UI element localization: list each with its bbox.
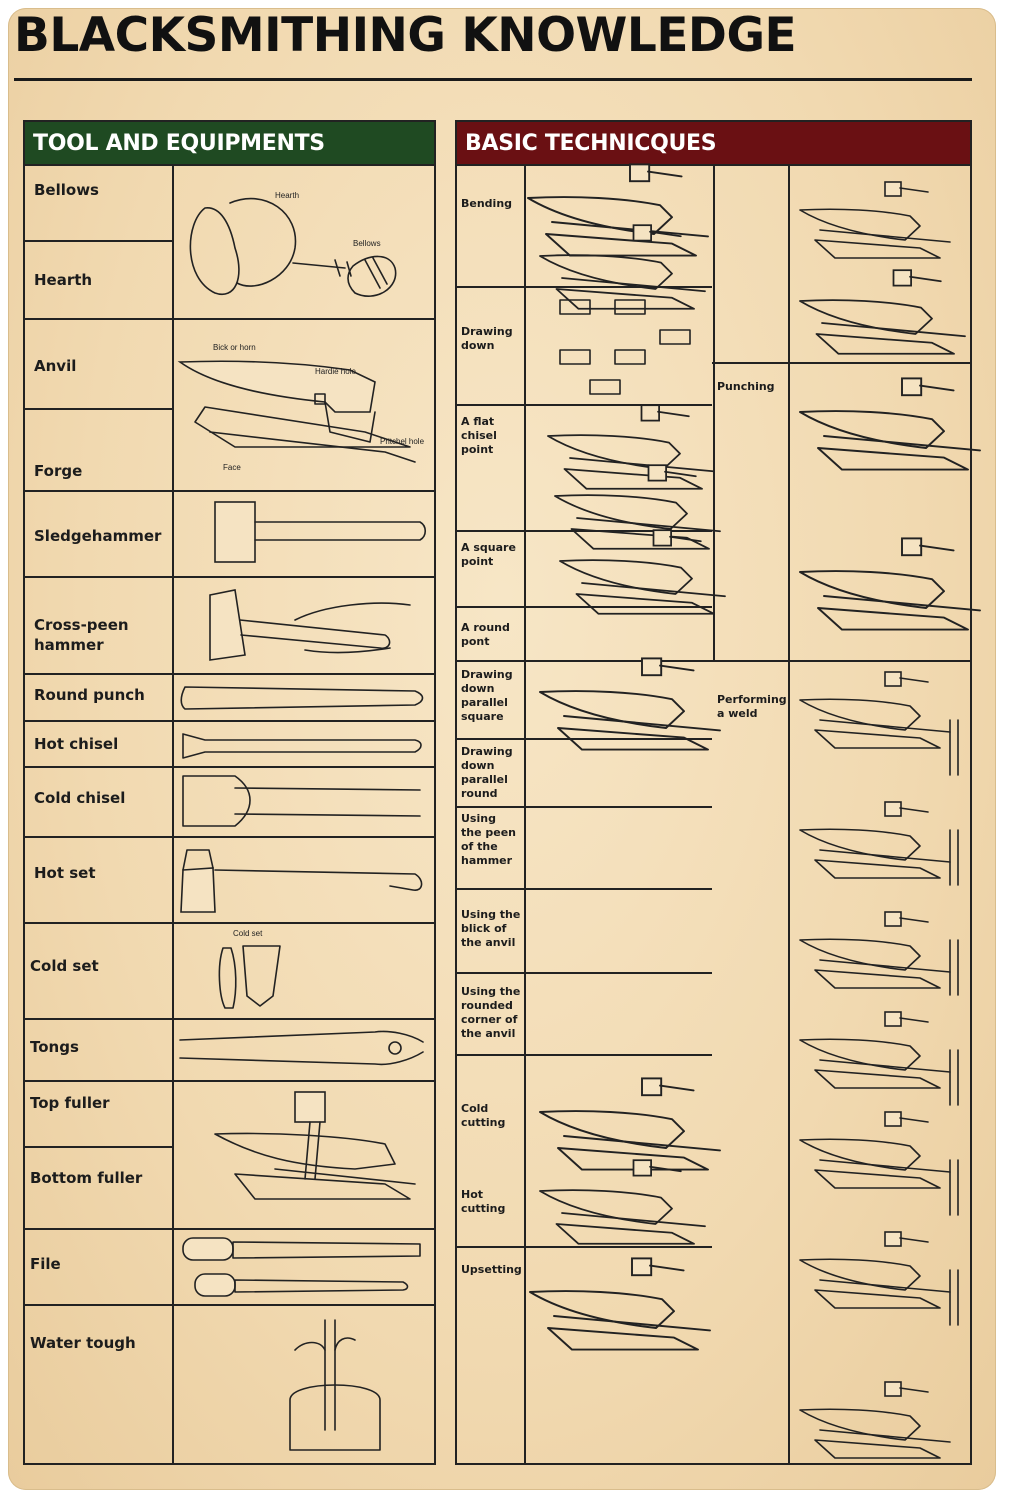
tool-label-cold-set: Cold set — [30, 957, 99, 975]
weld-rod-sketch — [950, 720, 958, 775]
tool-label-bellows: Bellows — [34, 181, 99, 199]
anvil-sketch — [800, 538, 980, 629]
tool-label-round-punch: Round punch — [34, 686, 145, 704]
anvil-sketch — [528, 164, 708, 255]
anvil-sketch — [800, 1112, 950, 1188]
anvil-sketch — [548, 405, 713, 489]
technique-label-flat-chisel-point: A flat chisel point — [461, 415, 497, 456]
technique-label-square-point: A square point — [461, 541, 516, 568]
weld-rod-sketch — [950, 830, 958, 885]
anvil-sketch — [800, 270, 965, 354]
tool-label-forge: Forge — [34, 462, 83, 480]
anvil-beak-label: Bick or horn — [213, 343, 256, 352]
weld-rod-sketch — [950, 1160, 958, 1215]
anvil-sketch — [560, 530, 725, 614]
hearth-diagram-label: Hearth — [275, 191, 300, 200]
tool-label-hearth: Hearth — [34, 271, 93, 289]
technique-label-round-pont: A round pont — [461, 621, 510, 648]
weld-rod-sketch — [950, 940, 958, 995]
anvil-handle-hole-label: Hardie hole — [315, 367, 356, 376]
tool-label-anvil: Anvil — [34, 357, 77, 375]
drawing-down-block-sketch — [560, 300, 590, 314]
tool-label-file: File — [30, 1255, 61, 1273]
tool-label-water-tough: Water tough — [30, 1334, 136, 1352]
anvil-sketch — [800, 1382, 950, 1458]
tool-label-cross-peen-hammer: Cross-peen hammer — [34, 616, 129, 654]
anvil-sketch — [800, 378, 980, 469]
drawing-down-block-sketch — [615, 300, 645, 314]
anvil-sketch — [800, 182, 950, 258]
drawing-down-block-sketch — [660, 330, 690, 344]
tool-label-cold-chisel: Cold chisel — [34, 789, 126, 807]
tool-label-bottom-fuller: Bottom fuller — [30, 1169, 143, 1187]
technique-label-cold-cutting: Cold cutting — [461, 1102, 506, 1129]
anvil-sketch — [555, 465, 720, 549]
anvil-sketch — [540, 658, 720, 749]
anvil-face-label: Face — [223, 463, 241, 472]
drawing-down-block-sketch — [615, 350, 645, 364]
technique-label-punching: Punching — [717, 380, 775, 393]
techniques-header: BASIC TECHNICQUES — [457, 122, 970, 166]
drawing-down-block-sketch — [590, 380, 620, 394]
cold-set-diagram-label: Cold set — [233, 929, 263, 938]
tool-label-sledgehammer: Sledgehammer — [34, 527, 162, 545]
anvil-sketch — [800, 802, 950, 878]
anvil-pritchel-label: Pritchel hole — [380, 437, 425, 446]
page-title: BLACKSMITHING KNOWLEDGE — [14, 8, 797, 63]
technique-label-upsetting: Upsetting — [461, 1263, 522, 1276]
tools-header: TOOL AND EQUIPMENTS — [25, 122, 434, 166]
weld-rod-sketch — [950, 1050, 958, 1105]
tool-label-hot-set: Hot set — [34, 864, 96, 882]
tool-label-tongs: Tongs — [30, 1038, 79, 1056]
technique-label-hot-cutting: Hot cutting — [461, 1188, 506, 1215]
technique-label-rounded-corner-of-anvil: Using the rounded corner of the anvil — [461, 985, 521, 1040]
technique-label-bending: Bending — [461, 197, 513, 210]
anvil-sketch — [540, 1160, 705, 1244]
weld-rod-sketch — [950, 1270, 958, 1325]
technique-label-peen-of-hammer: Using the peen of the hammer — [461, 812, 517, 867]
technique-label-drawing-down-parallel-round: Drawing down parallel round — [461, 745, 513, 800]
anvil-sketch — [800, 1232, 950, 1308]
technique-label-drawing-down-parallel-square: Drawing down parallel square — [461, 668, 513, 723]
tool-label-hot-chisel: Hot chisel — [34, 735, 119, 753]
tool-label-top-fuller: Top fuller — [30, 1094, 110, 1112]
anvil-sketch — [800, 1012, 950, 1088]
anvil-sketch — [540, 225, 705, 309]
drawing-down-block-sketch — [560, 350, 590, 364]
technique-label-drawing-down: Drawing down — [461, 325, 513, 352]
technique-label-blick-of-anvil: Using the blick of the anvil — [461, 908, 521, 949]
anvil-sketch — [540, 1078, 720, 1169]
anvil-sketch — [800, 912, 950, 988]
anvil-sketch — [530, 1258, 710, 1349]
anvil-sketch — [800, 672, 950, 748]
technique-label-performing-a-weld: Performing a weld — [717, 693, 787, 720]
bellows-diagram-label: Bellows — [353, 239, 381, 248]
